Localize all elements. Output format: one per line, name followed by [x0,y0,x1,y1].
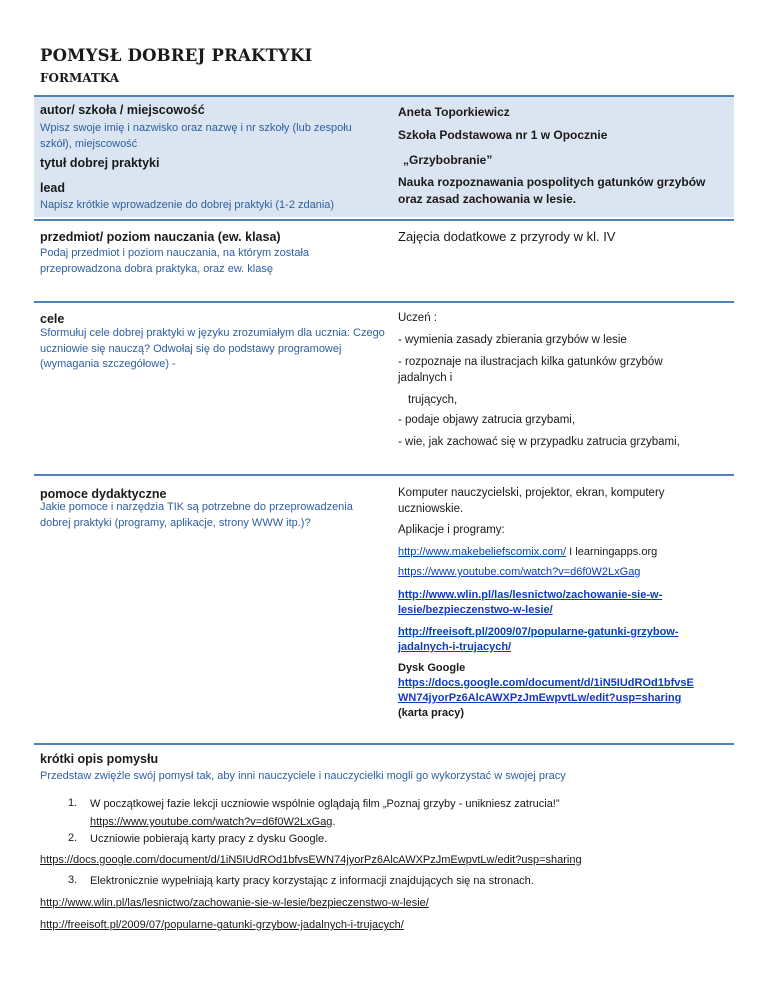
worksheet-label: (karta pracy) [398,707,465,719]
freeisoft-link-line1[interactable]: http://freeisoft.pl/2009/07/popularne-gatunki-grzybow- [398,626,679,638]
school-name: Szkoła Podstawowa nr 1 w Opocznie [398,128,608,142]
link-row [398,543,657,561]
section-divider [34,301,734,303]
lead-desc: Napisz krótkie wprowadzenie do dobrej praktyki (1-2 zdania) [40,199,335,211]
goals-desc: Sformułuj cele dobrej praktyki w języku zrozumiałym dla ucznia: Czego uczniowie się nauczą? Odwołaj się do podstawy programowej (wymagania szczegółowe) - [40,327,385,370]
page-subtitle: FORMATKA [40,71,120,85]
practice-title: „Grzybobranie” [403,153,493,167]
goal-item: - rozpoznaje na ilustracjach kilka gatunków grzybów jadalnych i [398,356,663,384]
wlin-link[interactable]: http://www.wlin.pl/las/lesnictwo/zachowanie-sie-w-lesie/bezpieczenstwo-w-lesie/ [40,897,429,909]
step-number: 1. [68,797,78,809]
makebeliefscomix-link[interactable]: http://www.makebeliefscomix.com/ [398,546,567,558]
freeisoft-link[interactable]: http://freeisoft.pl/2009/07/popularne-gatunki-grzybow-jadalnych-i-trujacych/ [40,919,404,931]
step-1-text: W początkowej fazie lekcji uczniowie wspólnie oglądają film „Poznaj grzyby - unikniesz zatrucia!” [90,798,560,810]
lead-text-line2: oraz zasad zachowania w lesie. [398,192,577,206]
docs-link[interactable]: https://docs.google.com/document/d/1iN5IUdROd1bfvsEWN74jyorPz6AlcAWXPzJmEwpvtLw/edit?usp=sharing [40,854,582,866]
step-3-text: Elektronicznie wypełniają karty pracy korzystając z informacji znajdujących się na stronach. [90,875,534,887]
aids-desc: Jakie pomoce i narzędzia TIK są potrzebne do przeprowadzenia dobrej praktyki (programy, aplikacje, strony WWW itp.)? [40,501,353,529]
section-divider [34,743,734,745]
section-divider [34,474,734,476]
goals-intro: Uczeń : [398,312,437,324]
page-title: POMYSŁ DOBREJ PRAKTYKI [40,46,313,65]
step-number: 2. [68,832,78,844]
author-name: Aneta Toporkiewicz [398,105,510,119]
author-label: autor/ szkoła / miejscowość [40,103,205,117]
drive-label: Dysk Google [398,662,466,674]
section-divider [34,219,734,221]
description-label: krótki opis pomysłu [40,752,159,766]
author-desc: Wpisz swoje imię i nazwisko oraz nazwę i nr szkoły (lub zespołu szkół), miejscowość [40,122,352,150]
step-1-youtube-link[interactable]: https://www.youtube.com/watch?v=d6f0W2LxGag [90,816,333,828]
aids-label: pomoce dydaktyczne [40,487,167,501]
wlin-link-line2[interactable]: lesie/bezpieczenstwo-w-lesie/ [398,604,553,616]
aids-hardware: Komputer nauczycielski, projektor, ekran, komputery uczniowskie. [398,487,665,515]
goals-label: cele [40,312,65,326]
description-desc: Przedstaw zwięźle swój pomysł tak, aby inni nauczyciele i nauczycielki mogli go wykorzystać w swojej pracy [40,770,566,782]
lead-text-line1: Nauka rozpoznawania pospolitych gatunków grzybów [398,175,706,189]
apps-label: Aplikacje i programy: [398,524,505,536]
title-label: tytuł dobrej praktyki [40,156,160,170]
goal-item: - wie, jak zachować się w przypadku zatrucia grzybami, [398,436,680,448]
docs-link-line2[interactable]: WN74jyorPz6AlcAWXPzJmEwpvtLw/edit?usp=sharing [398,692,682,704]
subject-desc: Podaj przedmiot i poziom nauczania, na którym została przeprowadzona dobra praktyka, oraz ew. klasę [40,247,310,275]
lead-label: lead [40,181,66,195]
goal-item: - wymienia zasady zbierania grzybów w lesie [398,334,627,346]
learningapps-text: I learningapps.org [566,546,658,558]
youtube-link[interactable]: https://www.youtube.com/watch?v=d6f0W2LxGag [398,566,641,578]
subject-value: Zajęcia dodatkowe z przyrody w kl. IV [398,229,616,244]
step-1-period: . [332,816,336,828]
wlin-link-line1[interactable]: http://www.wlin.pl/las/lesnictwo/zachowanie-sie-w- [398,589,663,601]
subject-label: przedmiot/ poziom nauczania (ew. klasa) [40,230,281,244]
goal-item-continued: trujących, [408,394,458,406]
docs-link-line1[interactable]: https://docs.google.com/document/d/1iN5IUdROd1bfvsE [398,677,694,689]
goal-item: - podaje objawy zatrucia grzybami, [398,414,576,426]
step-number: 3. [68,874,78,886]
freeisoft-link-line2[interactable]: jadalnych-i-trujacych/ [398,641,512,653]
step-2-text: Uczniowie pobierają karty pracy z dysku Google. [90,833,328,845]
step-1-link-row [90,813,336,831]
